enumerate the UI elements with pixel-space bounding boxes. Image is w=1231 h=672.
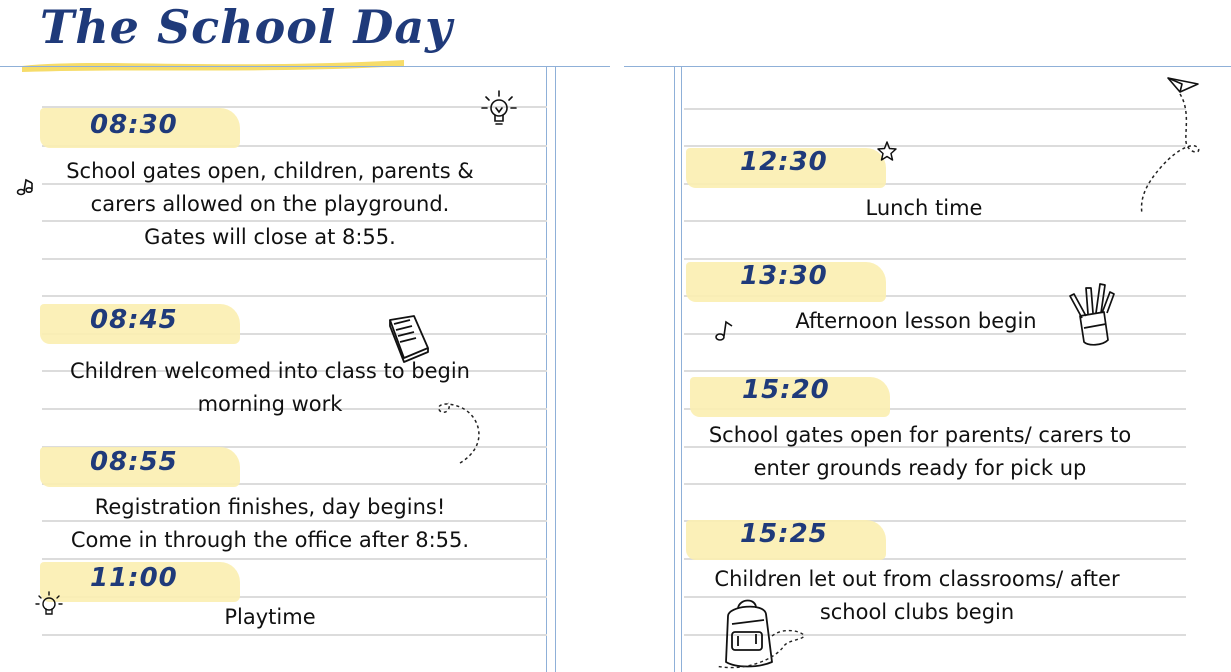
description-line: Children welcomed into class to begin [70,359,470,383]
book-icon [384,312,434,364]
schedule-description [30,601,510,634]
ruled-line [42,258,547,260]
top-margin-line-left [0,66,610,67]
ruled-line [42,295,547,297]
ruled-line [684,258,1186,260]
ruled-line [684,370,1186,372]
swirl-path [430,395,490,465]
ruled-line [42,634,547,636]
description-line: morning work [197,392,343,416]
time-label: 11:00 [90,563,178,593]
schedule-description [30,491,510,557]
top-margin-line-right [624,66,1231,67]
music-note-icon [714,318,736,344]
paper-plane-icon [1130,70,1210,215]
time-label: 08:45 [90,305,178,335]
ruled-line [684,108,1186,110]
star-icon [876,140,898,162]
description-line: school clubs begin [819,600,1015,624]
music-note-icon [16,176,36,198]
time-label: 08:30 [90,110,178,140]
time-label: 08:55 [90,447,178,477]
column-divider [546,66,547,672]
time-label: 15:25 [740,519,828,549]
ruled-line [42,558,547,560]
description-line: Registration finishes, day begins! [94,495,446,519]
schedule-description [30,155,510,254]
description-line: Lunch time [865,196,983,220]
description-line: Playtime [224,605,316,629]
time-label: 15:20 [742,375,830,405]
description-line: Afternoon lesson begin [795,309,1037,333]
column-divider [674,66,675,672]
description-line: School gates open, children, parents & [66,159,474,183]
backpack-icon [714,596,810,672]
description-line: Gates will close at 8:55. [144,225,396,249]
lightbulb-small-icon [34,590,64,620]
time-label: 12:30 [740,147,828,177]
description-line: carers allowed on the playground. [90,192,450,216]
column-divider [555,66,556,672]
title-highlight [18,54,408,74]
page-title: The School Day [40,0,453,54]
time-label: 13:30 [740,261,828,291]
schedule-description [684,192,1164,225]
pencil-cup-icon [1066,282,1118,346]
schedule-description [680,419,1160,485]
lightbulb-icon [478,88,520,130]
description-line: Come in through the office after 8:55. [70,528,470,552]
description-line: School gates open for parents/ carers to [708,423,1132,447]
description-line: enter grounds ready for pick up [753,456,1087,480]
description-line: Children let out from classrooms/ after [714,567,1120,591]
